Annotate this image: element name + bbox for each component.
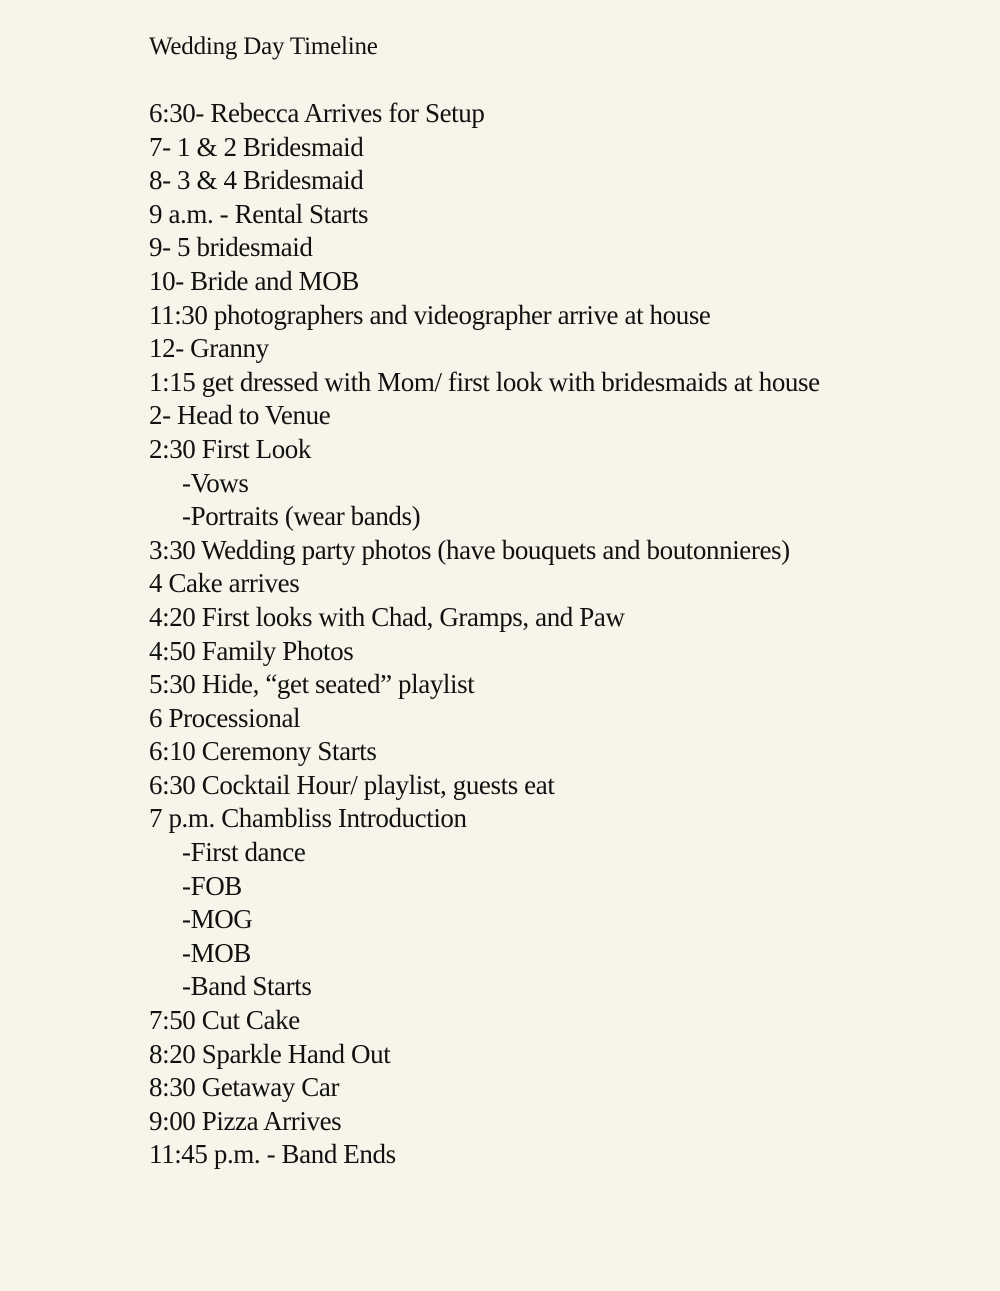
timeline-subitem: -Vows <box>182 467 249 498</box>
timeline-item: 9:00 Pizza Arrives <box>149 1105 342 1136</box>
timeline-item: 6:30 Cocktail Hour/ playlist, guests eat <box>149 769 555 800</box>
timeline-item: 8:30 Getaway Car <box>149 1072 340 1103</box>
timeline-item: 10- Bride and MOB <box>149 265 359 296</box>
timeline-item: 6:30- Rebecca Arrives for Setup <box>149 98 485 128</box>
timeline-item: 8:20 Sparkle Hand Out <box>149 1038 391 1069</box>
document-title: Wedding Day Timeline <box>149 33 378 60</box>
timeline-item: 7:50 Cut Cake <box>149 1005 300 1036</box>
timeline-subitem: -Band Starts <box>182 971 312 1002</box>
timeline-item: 9 a.m. - Rental Starts <box>149 198 369 229</box>
timeline-item: 2- Head to Venue <box>149 400 331 431</box>
timeline-item: 7- 1 & 2 Bridesmaid <box>149 131 364 162</box>
timeline-item: 7 p.m. Chambliss Introduction <box>149 803 467 834</box>
timeline-list <box>149 97 820 1172</box>
timeline-item: 4:20 First looks with Chad, Gramps, and Paw <box>149 601 625 632</box>
timeline-subitem: -MOG <box>182 904 253 935</box>
timeline-item: 3:30 Wedding party photos (have bouquets and boutonnieres) <box>149 534 790 565</box>
timeline-item: 5:30 Hide, “get seated” playlist <box>149 669 475 700</box>
timeline-item: 12- Granny <box>149 333 269 364</box>
timeline-subitem: -First dance <box>182 837 306 868</box>
timeline-item: 6:10 Ceremony Starts <box>149 736 377 767</box>
timeline-item: 8- 3 & 4 Bridesmaid <box>149 165 364 196</box>
timeline-subitem: -FOB <box>182 870 242 901</box>
timeline-item: 11:45 p.m. - Band Ends <box>149 1139 396 1170</box>
timeline-item: 11:30 photographers and videographer arrive at house <box>149 299 711 330</box>
timeline-subitem: -MOB <box>182 937 251 968</box>
timeline-item: 1:15 get dressed with Mom/ first look with bridesmaids at house <box>149 366 820 397</box>
timeline-item: 6 Processional <box>149 702 301 733</box>
timeline-subitem: -Portraits (wear bands) <box>182 501 421 532</box>
timeline-item: 4 Cake arrives <box>149 568 300 599</box>
timeline-item: 9- 5 bridesmaid <box>149 232 313 263</box>
timeline-item: 4:50 Family Photos <box>149 635 354 666</box>
timeline-item: 2:30 First Look <box>149 433 312 464</box>
